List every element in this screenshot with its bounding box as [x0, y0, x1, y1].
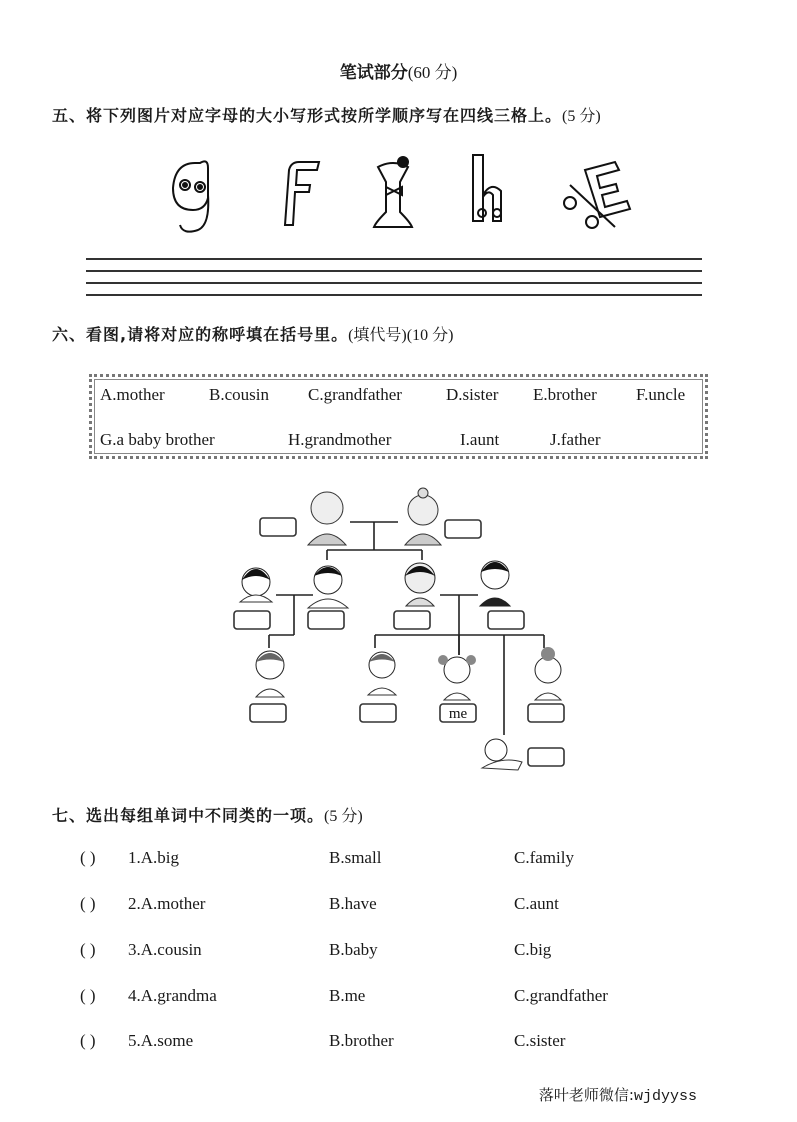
grid-line [86, 270, 702, 272]
answer-paren[interactable]: ( ) [80, 940, 96, 959]
q7-heading-text: 七、选出每组单词中不同类的一项。 [52, 806, 325, 825]
answer-box-cousin[interactable] [250, 704, 286, 722]
answer-box-baby-brother[interactable] [528, 748, 564, 766]
cartoon-letters [150, 145, 650, 240]
letter-E-cartoon-icon [564, 162, 630, 228]
brother-icon [368, 652, 396, 695]
answer-box-grandfather[interactable] [260, 518, 296, 536]
option-j: J.father [550, 430, 601, 449]
choice-a: A.big [140, 848, 179, 867]
answer-box-sister[interactable] [528, 704, 564, 722]
footer-label: 落叶老师微信: [538, 1086, 634, 1104]
four-line-grid [86, 258, 702, 306]
me-girl-icon [438, 655, 476, 700]
footer-id: wjdyyss [633, 1088, 697, 1105]
choice-b: B.baby [329, 940, 378, 959]
choice-c: C.family [514, 848, 574, 867]
choice-c: C.grandfather [514, 986, 608, 1005]
item-number: 2. [128, 894, 141, 913]
q6-hint: (填代号) [348, 327, 407, 344]
sister-icon [535, 647, 561, 700]
choice-a: A.cousin [140, 940, 202, 959]
answer-box-mother[interactable] [394, 611, 430, 629]
option-b: B.cousin [209, 385, 269, 404]
title-text: 笔试部分 [339, 63, 408, 83]
choice-c: C.sister [514, 1031, 566, 1050]
choice-b: B.me [329, 986, 366, 1005]
letter-h-cartoon-icon [473, 155, 501, 221]
answer-box-aunt[interactable] [234, 611, 270, 629]
choice-b: B.have [329, 894, 377, 913]
option-i: I.aunt [460, 430, 500, 449]
family-tree [220, 480, 590, 780]
q6-heading [52, 322, 453, 345]
q7-item-1 [80, 848, 179, 868]
father-icon [480, 561, 510, 606]
answer-box-uncle[interactable] [308, 611, 344, 629]
q7-item-4 [80, 986, 217, 1006]
q5-heading [52, 103, 601, 126]
choice-b: B.brother [329, 1031, 394, 1050]
grid-line [86, 282, 702, 284]
item-number: 5. [128, 1031, 141, 1050]
uncle-icon [308, 566, 348, 608]
option-a: A.mother [100, 385, 165, 404]
option-d: D.sister [446, 385, 499, 404]
grandmother-icon [405, 488, 441, 545]
footer-watermark [539, 1084, 697, 1105]
choice-c: C.aunt [514, 894, 559, 913]
q6-heading-text: 六、看图,请将对应的称呼填在括号里。 [52, 325, 349, 344]
options-box [89, 374, 708, 459]
option-h: H.grandmother [288, 430, 392, 449]
q5-points: (5 分) [562, 108, 601, 125]
page-title [0, 58, 797, 83]
option-e: E.brother [533, 385, 597, 404]
q7-item-5 [80, 1031, 193, 1051]
letter-F-cartoon-icon [285, 162, 319, 225]
answer-paren[interactable]: ( ) [80, 894, 96, 913]
choice-a: A.some [140, 1031, 194, 1050]
me-label: me [448, 706, 468, 722]
answer-paren[interactable]: ( ) [80, 986, 96, 1005]
option-c: C.grandfather [308, 385, 402, 404]
grid-line [86, 294, 702, 296]
baby-brother-icon [482, 739, 522, 770]
q6-points: (10 分) [406, 327, 454, 344]
choice-a: A.grandma [140, 986, 217, 1005]
answer-box-brother[interactable] [360, 704, 396, 722]
answer-paren[interactable]: ( ) [80, 1031, 96, 1050]
option-g: G.a baby brother [100, 430, 215, 449]
choice-c: C.big [514, 940, 552, 959]
q7-points: (5 分) [324, 808, 363, 825]
option-f: F.uncle [636, 385, 686, 404]
cousin-boy-icon [256, 651, 284, 697]
letter-g-cartoon-icon [173, 161, 208, 231]
answer-box-grandmother[interactable] [445, 520, 481, 538]
q5-heading-text: 五、将下列图片对应字母的大小写形式按所学顺序写在四线三格上。 [52, 106, 563, 125]
mother-icon [405, 563, 435, 606]
q7-item-3 [80, 940, 202, 960]
q7-heading [52, 803, 363, 826]
item-number: 1. [128, 848, 141, 867]
letter-I-cartoon-icon [374, 157, 412, 227]
aunt-icon [240, 568, 272, 602]
item-number: 4. [128, 986, 141, 1005]
answer-paren[interactable]: ( ) [80, 848, 96, 867]
title-points: (60 分) [407, 63, 458, 82]
q7-item-2 [80, 894, 205, 914]
item-number: 3. [128, 940, 141, 959]
choice-b: B.small [329, 848, 382, 867]
grandfather-icon [308, 492, 346, 545]
answer-box-father[interactable] [488, 611, 524, 629]
grid-line [86, 258, 702, 260]
choice-a: A.mother [140, 894, 206, 913]
